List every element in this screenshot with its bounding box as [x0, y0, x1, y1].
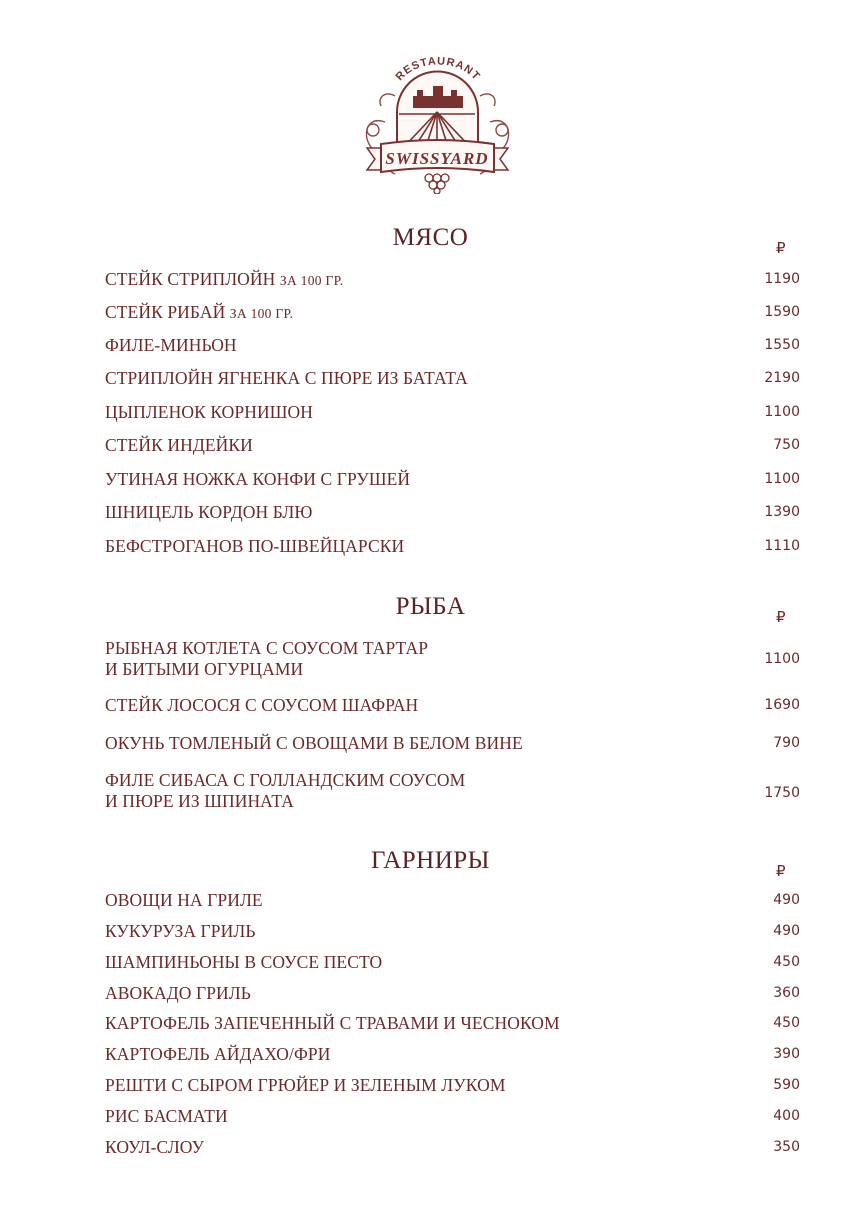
item-name: КОУЛ-СЛОУ — [105, 1137, 205, 1157]
item-price: 450 — [773, 954, 800, 970]
item-price: 1190 — [764, 271, 800, 287]
item-price: 1100 — [764, 651, 800, 667]
section-title-meat: МЯСО — [392, 224, 469, 251]
item-name: СТЕЙК РИБАЙ ЗА 100 ГР. — [105, 302, 294, 322]
item-price: 590 — [773, 1077, 800, 1093]
item-name: СТЕЙК ИНДЕЙКИ — [105, 435, 253, 455]
item-name: АВОКАДО ГРИЛЬ — [105, 983, 251, 1003]
item-price: 490 — [773, 892, 800, 908]
item-name: КАРТОФЕЛЬ ЗАПЕЧЕННЫЙ С ТРАВАМИ И ЧЕСНОКОМ — [105, 1013, 560, 1033]
section-title-fish: РЫБА — [395, 593, 466, 620]
item-name: КУКУРУЗА ГРИЛЬ — [105, 921, 256, 941]
item-note: ЗА 100 ГР. — [279, 273, 344, 288]
item-name: УТИНАЯ НОЖКА КОНФИ С ГРУШЕЙ — [105, 469, 411, 489]
item-price: 1750 — [764, 785, 800, 801]
item-price: 1590 — [764, 304, 800, 320]
item-price: 400 — [773, 1108, 800, 1124]
item-note: ЗА 100 ГР. — [229, 306, 294, 321]
item-name: СТЕЙК ЛОСОСЯ С СОУСОМ ШАФРАН — [105, 695, 419, 715]
item-price: 1110 — [764, 538, 800, 554]
restaurant-logo — [355, 52, 520, 194]
item-price: 1550 — [764, 337, 800, 353]
item-price: 490 — [773, 923, 800, 939]
item-name: ЦЫПЛЕНОК КОРНИШОН — [105, 402, 313, 422]
item-price: 1390 — [764, 504, 800, 520]
item-price: 750 — [773, 437, 800, 453]
item-name: ОКУНЬ ТОМЛЕНЫЙ С ОВОЩАМИ В БЕЛОМ ВИНЕ — [105, 733, 523, 753]
item-name: БЕФСТРОГАНОВ ПО-ШВЕЙЦАРСКИ — [105, 536, 405, 556]
item-name-line2: И ПЮРЕ ИЗ ШПИНАТА — [105, 791, 295, 811]
item-name: РЕШТИ С СЫРОМ ГРЮЙЕР И ЗЕЛЕНЫМ ЛУКОМ — [105, 1075, 506, 1095]
item-price: 350 — [773, 1139, 800, 1155]
item-name: РИС БАСМАТИ — [105, 1106, 228, 1126]
item-price: 1100 — [764, 404, 800, 420]
item-price: 790 — [773, 735, 800, 751]
item-price: 450 — [773, 1015, 800, 1031]
item-name: РЫБНАЯ КОТЛЕТА С СОУСОМ ТАРТАР И БИТЫМИ ОГУРЦАМИ — [105, 638, 429, 679]
item-name-line2: И БИТЫМИ ОГУРЦАМИ — [105, 659, 304, 679]
currency-symbol-sides: ₽ — [776, 862, 786, 880]
currency-symbol-fish: ₽ — [776, 608, 786, 626]
item-name: ШАМПИНЬОНЫ В СОУСЕ ПЕСТО — [105, 952, 383, 972]
item-price: 2190 — [764, 370, 800, 386]
item-name: ФИЛЕ СИБАСА С ГОЛЛАНДСКИМ СОУСОМ И ПЮРЕ ИЗ ШПИНАТА — [105, 770, 466, 811]
logo-banner-text: SWISSYARD — [385, 149, 489, 168]
item-name: ШНИЦЕЛЬ КОРДОН БЛЮ — [105, 502, 313, 522]
section-title-sides: ГАРНИРЫ — [370, 847, 490, 874]
currency-symbol-meat: ₽ — [776, 239, 786, 257]
item-price: 1690 — [764, 697, 800, 713]
item-name: КАРТОФЕЛЬ АЙДАХО/ФРИ — [105, 1044, 331, 1064]
item-price: 360 — [773, 985, 800, 1001]
item-price: 390 — [773, 1046, 800, 1062]
logo-top-text: RESTAURANT — [393, 55, 483, 84]
item-name: ОВОЩИ НА ГРИЛЕ — [105, 890, 263, 910]
item-name: СТРИПЛОЙН ЯГНЕНКА С ПЮРЕ ИЗ БАТАТА — [105, 368, 468, 388]
item-name: СТЕЙК СТРИПЛОЙН ЗА 100 ГР. — [105, 269, 344, 289]
item-price: 1100 — [764, 471, 800, 487]
item-name: ФИЛЕ-МИНЬОН — [105, 335, 237, 355]
